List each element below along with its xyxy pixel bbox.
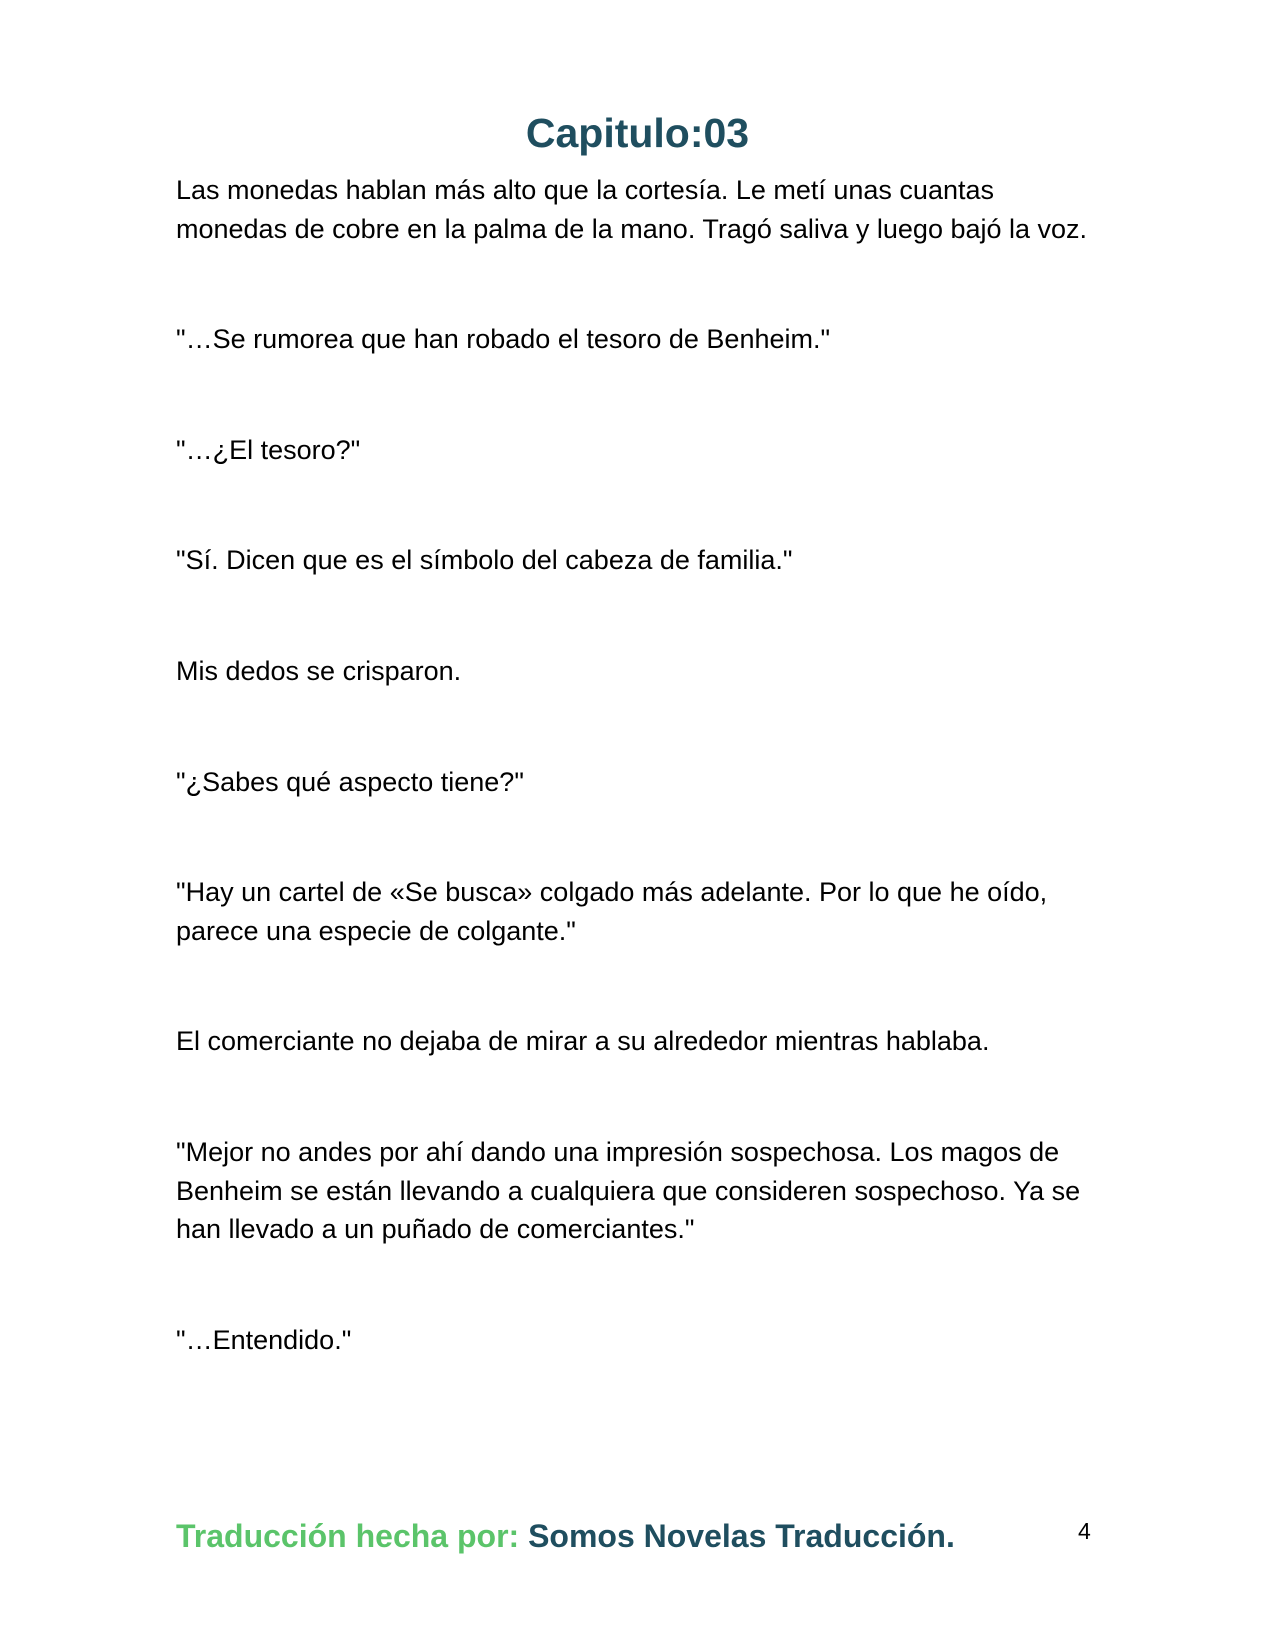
paragraph: "Sí. Dicen que es el símbolo del cabeza de familia." [176, 545, 793, 576]
paragraph: "¿Sabes qué aspecto tiene?" [176, 766, 524, 797]
paragraph: Mis dedos se crisparon. [176, 655, 462, 686]
chapter-title: Capitulo:03 [525, 110, 750, 156]
paragraph: El comerciante no dejaba de mirar a su alrededor mientras hablaba. [176, 1026, 990, 1057]
page-number: 4 [1078, 1518, 1091, 1544]
credit-name: Somos Novelas Traducción. [528, 1518, 955, 1554]
chapter-body [176, 171, 1106, 1431]
translation-credit [176, 1516, 955, 1556]
paragraph: "…¿El tesoro?" [176, 434, 361, 465]
paragraph: "Hay un cartel de «Se busca» colgado más adelante. Por lo que he oído, parece una especie de colgante." [176, 877, 1048, 946]
paragraph: Las monedas hablan más alto que la cortesía. Le metí unas cuantas monedas de cobre en la palma de la mano. Tragó saliva y luego bajó la voz. [176, 175, 1088, 244]
paragraph: "Mejor no andes por ahí dando una impresión sospechosa. Los magos de Benheim se están llevando a cualquiera que consideren sospechoso. Ya se han llevado a un puñado de comerciantes." [176, 1136, 1081, 1245]
credit-label: Traducción hecha por: [176, 1518, 520, 1554]
paragraph: "…Entendido." [176, 1324, 352, 1355]
paragraph: "…Se rumorea que han robado el tesoro de Benheim." [176, 324, 831, 355]
